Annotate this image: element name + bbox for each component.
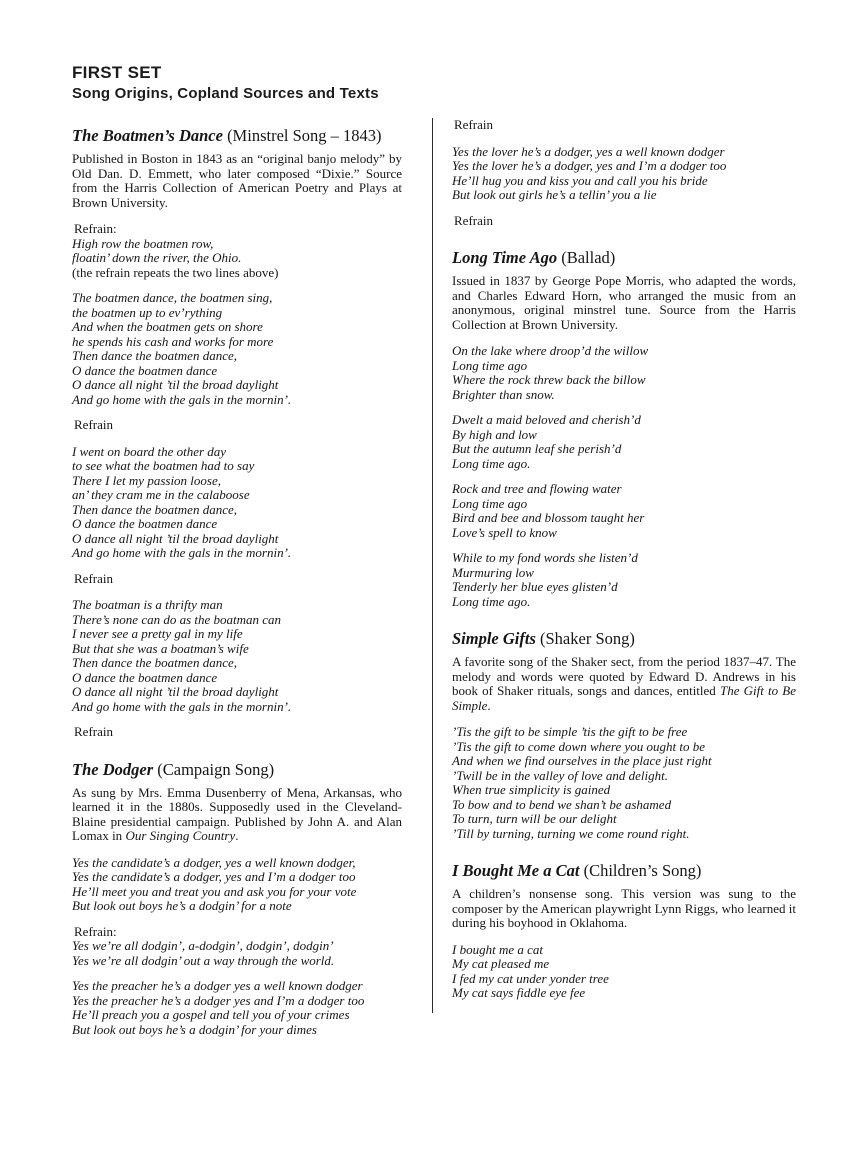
lyric-line: On the lake where droop’d the willow	[452, 343, 649, 358]
lyric-line: Long time ago.	[452, 455, 531, 471]
lyric-line: I never see a pretty gal in my life	[72, 626, 243, 641]
lyric-line: When true simplicity is gained	[452, 782, 611, 797]
song-title: Simple Gifts	[452, 629, 536, 648]
text-run: .	[487, 697, 491, 713]
lyric-line: By high and low	[452, 426, 537, 442]
lyric-line: Long time ago.	[452, 593, 531, 609]
song-title: Long Time Ago	[452, 248, 558, 267]
lyric-line: He’ll preach you a gospel and tell you of your crimes	[72, 1007, 350, 1022]
lyric-line: Rock and tree and flowing water	[452, 481, 622, 496]
lyric-stanza	[72, 598, 402, 714]
lyric-stanza	[452, 725, 796, 841]
lyric-line: Then dance the boatmen dance,	[72, 348, 237, 363]
lyric-line: O dance the boatmen dance	[72, 516, 218, 531]
song-heading	[72, 126, 402, 146]
lyric-line: He’ll meet you and treat you and ask you for your vote	[72, 883, 357, 899]
lyric-line: I fed my cat under yonder tree	[452, 970, 609, 986]
lyric-line: And when we find ourselves in the place just right	[452, 753, 712, 768]
lyric-line: Yes we’re all dodgin’, a-dodgin’, dodgin’, dodgin’	[72, 938, 334, 953]
source-note-paragraph	[72, 786, 402, 844]
lyric-line: I bought me a cat	[452, 941, 543, 957]
text-run: Published in Boston in 1843 as an “original banjo melody” by Old Dan. D. Emmett, who later composed “Dixie.” Source from the Harris Collection of American Poetry and Plays at Brown University.	[72, 151, 402, 210]
lyric-line: But look out boys he’s a dodgin’ for a note	[72, 898, 292, 913]
page-subtitle: Song Origins, Copland Sources and Texts	[72, 85, 379, 102]
lyric-line: But look out girls he’s a tellin’ you a lie	[452, 187, 657, 202]
lyric-line: And go home with the gals in the mornin’.	[72, 698, 292, 714]
lyric-stanza	[72, 291, 402, 407]
italic-text-run: The Gift to Be Simple	[452, 683, 797, 713]
lyric-line: But the autumn leaf she perish’d	[452, 441, 622, 456]
lyric-stanza	[452, 551, 796, 609]
refrain-label: Refrain:	[74, 923, 117, 939]
song-title: The Boatmen’s Dance	[72, 126, 223, 145]
lyric-line: But that she was a boatman’s wife	[72, 640, 249, 656]
lyric-line: ’Tis the gift to come down where you ought to be	[452, 738, 705, 754]
lyric-line: ’Till by turning, turning we come round right.	[452, 825, 690, 841]
lyric-line: Brighter than snow.	[452, 386, 555, 402]
lyric-line: ’Tis the gift to be simple ’tis the gift to be free	[452, 724, 688, 739]
lyric-line: But look out boys he’s a dodgin’ for your dimes	[72, 1021, 317, 1037]
source-note-paragraph	[452, 887, 796, 931]
song-title: I Bought Me a Cat	[452, 861, 580, 880]
lyric-line: To bow and to bend we shan’t be ashamed	[452, 796, 672, 812]
source-note-paragraph	[72, 152, 402, 210]
song-heading	[452, 629, 796, 649]
text-run: As sung by Mrs. Emma Dusenberry of Mena, Arkansas, who learned it in the 1880s. Supposedly used in the Cleveland-Blaine presidential campaign. Published by John A. and Alan Lomax in	[72, 784, 402, 843]
lyric-line: the boatmen up to ev’rything	[72, 304, 223, 320]
lyric-line: Long time ago	[452, 357, 528, 373]
song-qualifier: (Children’s Song)	[579, 861, 702, 880]
refrain-label: Refrain	[74, 417, 113, 432]
lyric-line: High row the boatmen row,	[72, 235, 214, 251]
lyric-line: And go home with the gals in the mornin’.	[72, 391, 292, 407]
lyric-line: Where the rock threw back the billow	[452, 372, 646, 387]
lyric-line: Yes we’re all dodgin’ out a way through the world.	[72, 952, 335, 968]
lyric-line: There’s none can do as the boatman can	[72, 611, 282, 627]
song-heading	[452, 861, 796, 881]
lyric-line: O dance all night ’til the broad daylight	[72, 530, 279, 546]
lyric-line: Yes the preacher he’s a dodger yes a well known dodger	[72, 978, 363, 993]
song-qualifier: (Minstrel Song – 1843)	[222, 126, 382, 145]
text-run: A children’s nonsense song. This version was sung to the composer by the American playwright Lynn Riggs, who learned it during his boyhood in Oklahoma.	[452, 886, 796, 930]
lyric-stanza	[452, 413, 796, 471]
lyric-stanza	[72, 445, 402, 561]
lyric-line: O dance all night ’til the broad daylight	[72, 684, 279, 699]
lyric-line: My cat says fiddle eye fee	[452, 985, 586, 1000]
lyric-line: Then dance the boatmen dance,	[72, 655, 237, 670]
lyric-line: (the refrain repeats the two lines above)	[72, 264, 279, 280]
refrain-label: Refrain	[454, 212, 493, 228]
lyric-stanza	[452, 145, 796, 203]
song-qualifier: (Shaker Song)	[535, 629, 635, 648]
italic-text-run: Our Singing Country	[125, 828, 236, 843]
lyric-line: Yes the candidate’s a dodger, yes a well known dodger,	[72, 854, 356, 870]
lyric-line: Yes the lover he’s a dodger, yes a well known dodger	[452, 143, 725, 159]
lyric-line: O dance the boatmen dance	[72, 362, 218, 378]
lyric-line: Love’s spell to know	[452, 524, 557, 540]
lyric-stanza	[452, 344, 796, 402]
lyric-line: And go home with the gals in the mornin’.	[72, 545, 292, 560]
lyric-line: And when the boatmen gets on shore	[72, 319, 263, 334]
lyric-stanza	[72, 979, 402, 1037]
lyric-stanza	[452, 943, 796, 1001]
lyric-line: I went on board the other day	[72, 443, 227, 459]
lyric-line: Yes the lover he’s a dodger, yes and I’m a dodger too	[452, 158, 727, 173]
lyric-line: he spends his cash and works for more	[72, 333, 274, 349]
lyric-line: Yes the candidate’s a dodger, yes and I’m a dodger too	[72, 869, 356, 884]
lyric-line: Yes the preacher he’s a dodger yes and I’m a dodger too	[72, 992, 365, 1008]
lyric-line: The boatman is a thrifty man	[72, 597, 223, 612]
refrain-label: Refrain	[74, 570, 113, 586]
column-divider	[432, 118, 433, 1013]
lyric-line: Bird and bee and blossom taught her	[452, 510, 645, 525]
lyric-line: He’ll hug you and kiss you and call you his bride	[452, 172, 708, 188]
source-note-paragraph	[452, 274, 796, 332]
lyric-line: While to my fond words she listen’d	[452, 550, 638, 565]
lyric-line: The boatmen dance, the boatmen sing,	[72, 290, 273, 305]
lyric-stanza	[72, 939, 402, 968]
song-title: The Dodger	[72, 759, 154, 779]
lyric-line: an’ they cram me in the calaboose	[72, 487, 250, 502]
lyric-line: floatin’ down the river, the Ohio.	[72, 250, 242, 265]
lyric-line: to see what the boatmen had to say	[72, 458, 255, 473]
lyric-line: Murmuring low	[452, 564, 534, 580]
lyric-line: Long time ago	[452, 495, 528, 511]
song-qualifier: (Campaign Song)	[153, 759, 275, 779]
lyric-line: Tenderly her blue eyes glisten’d	[452, 579, 618, 594]
left-column	[72, 118, 402, 1048]
refrain-label: Refrain	[454, 117, 493, 132]
refrain-label: Refrain	[74, 724, 113, 739]
song-qualifier: (Ballad)	[557, 248, 616, 267]
lyric-line: O dance all night ’til the broad daylight	[72, 377, 279, 392]
page-header	[72, 63, 379, 102]
two-column-layout	[72, 118, 796, 1048]
lyric-line: My cat pleased me	[452, 956, 550, 971]
song-heading	[72, 760, 402, 780]
lyric-stanza	[72, 237, 402, 281]
lyric-line: O dance the boatmen dance	[72, 669, 218, 685]
lyric-line: There I let my passion loose,	[72, 472, 221, 488]
lyric-line: Dwelt a maid beloved and cherish’d	[452, 412, 641, 427]
text-run: .	[235, 828, 239, 843]
lyric-stanza	[72, 856, 402, 914]
right-column	[452, 118, 796, 1012]
page-title: FIRST SET	[72, 63, 162, 82]
song-heading	[452, 248, 796, 268]
lyric-line: To turn, turn will be our delight	[452, 811, 617, 826]
lyric-line: ’Twill be in the valley of love and delight.	[452, 767, 669, 783]
text-run: Issued in 1837 by George Pope Morris, who adapted the words, and Charles Edward Horn, who arranged the music from an anonymous, original minstrel tune. Source from the Harris Collection at Brown University.	[452, 273, 796, 332]
refrain-label: Refrain:	[74, 221, 117, 236]
lyric-stanza	[452, 482, 796, 540]
source-note-paragraph	[452, 655, 796, 713]
text-run: A favorite song of the Shaker sect, from the period 1837–47. The melody and words were quoted by Edward D. Andrews in his book of Shaker rituals, songs and dances, entitled	[452, 654, 796, 698]
lyric-line: Then dance the boatmen dance,	[72, 501, 237, 517]
